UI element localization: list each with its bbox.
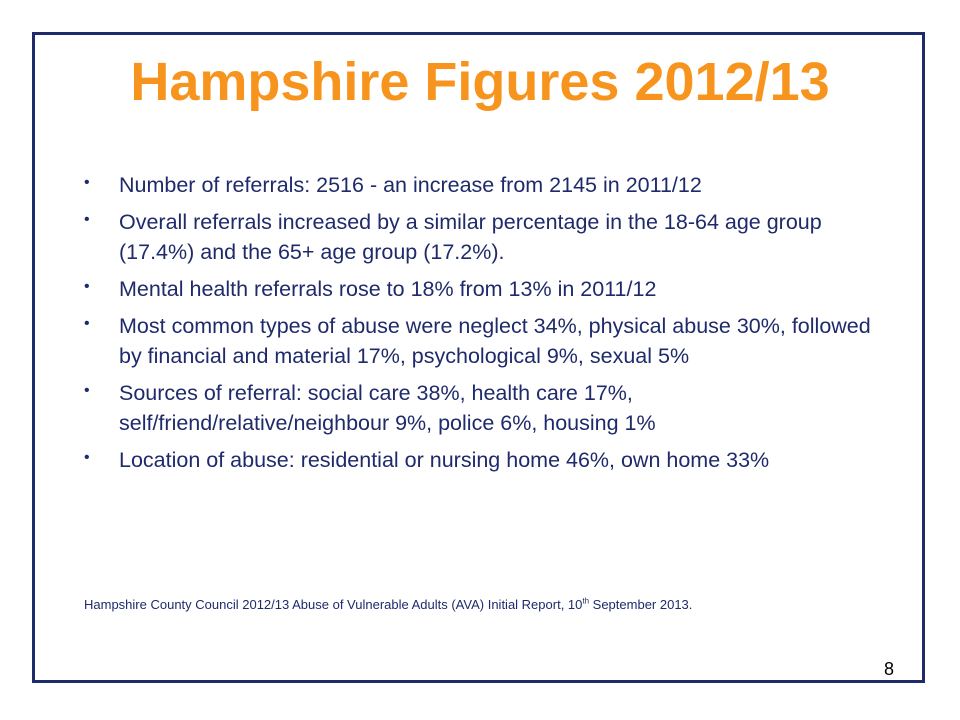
bullet-list: [78, 170, 878, 482]
bullet-dot-icon: •: [84, 211, 90, 228]
bullet-text: Sources of referral: social care 38%, health care 17%, self/friend/relative/neighbour 9%, police 6%, housing 1%: [119, 381, 656, 435]
page-number: 8: [884, 659, 895, 679]
bullet-dot-icon: •: [84, 278, 90, 295]
bullet-text: Mental health referrals rose to 18% from 13% in 2011/12: [119, 277, 657, 301]
bullet-dot-icon: •: [84, 315, 90, 332]
bullet-dot-icon: •: [84, 382, 90, 399]
bullet-item: [78, 311, 878, 371]
bullet-item: [78, 274, 878, 304]
citation-superscript: th: [582, 596, 590, 606]
source-citation: [84, 596, 692, 614]
bullet-dot-icon: •: [84, 449, 90, 466]
bullet-item: [78, 445, 878, 475]
bullet-dot-icon: •: [84, 174, 90, 191]
bullet-text: Most common types of abuse were neglect 34%, physical abuse 30%, followed by financial and material 17%, psychological 9%, sexual 5%: [119, 314, 871, 368]
bullet-item: [78, 378, 878, 438]
bullet-item: [78, 170, 878, 200]
bullet-item: [78, 207, 878, 267]
bullet-text: Location of abuse: residential or nursing home 46%, own home 33%: [119, 448, 770, 472]
bullet-text: Number of referrals: 2516 - an increase from 2145 in 2011/12: [119, 173, 702, 197]
citation-text: Hampshire County Council 2012/13 Abuse of Vulnerable Adults (AVA) Initial Report, 10: [84, 597, 583, 612]
slide-title: Hampshire Figures 2012/13: [130, 52, 830, 112]
citation-text-end: September 2013.: [589, 597, 693, 612]
bullet-text: Overall referrals increased by a similar percentage in the 18-64 age group (17.4%) and the 65+ age group (17.2%).: [119, 210, 822, 264]
